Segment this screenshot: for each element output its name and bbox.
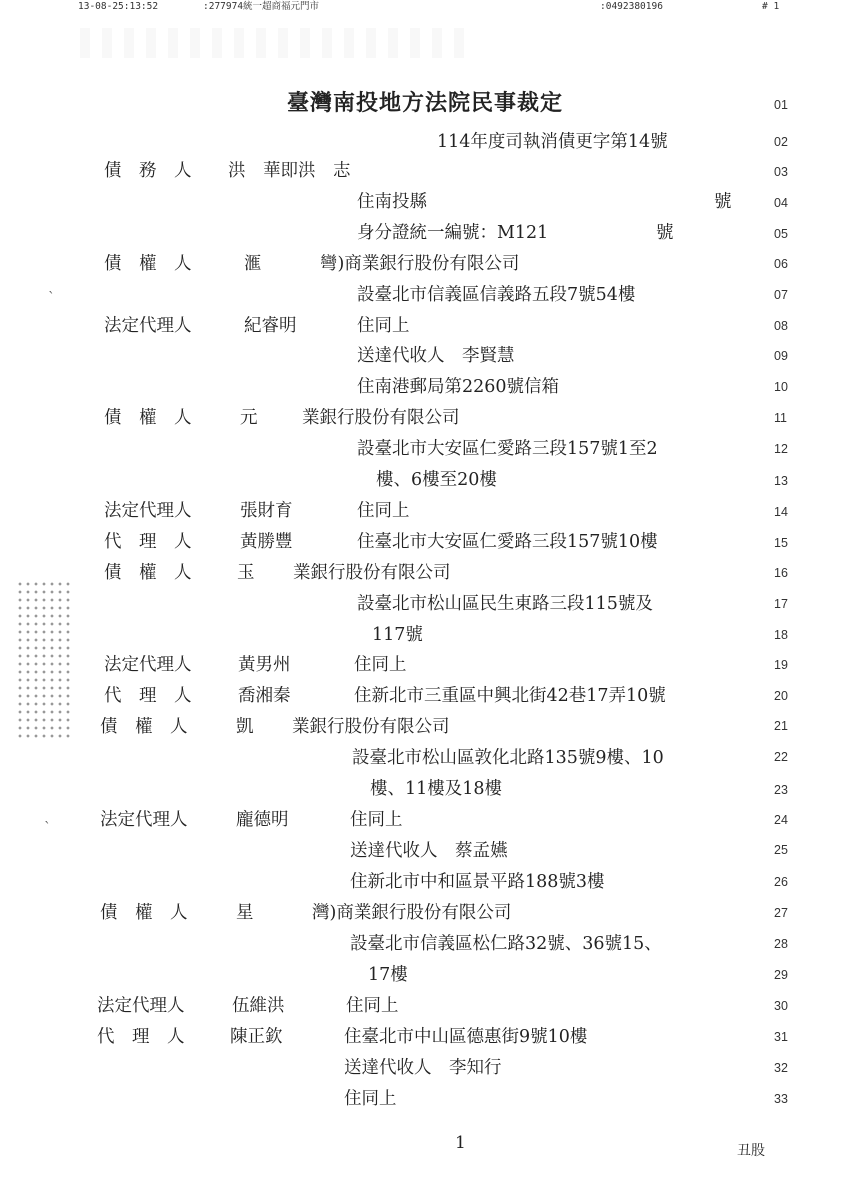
party-role: 法定代理人 <box>104 316 192 336</box>
party-role: 債 權 人 <box>100 903 188 923</box>
party-name: 洪 華即洪 志 <box>228 161 351 181</box>
line-number: 25 <box>774 843 788 857</box>
line-number: 32 <box>774 1061 788 1075</box>
line-number: 31 <box>774 1030 788 1044</box>
fax-timestamp: 13-08-25:13:52 <box>78 1 159 12</box>
service-agent-line: 送達代收人 李知行 <box>344 1058 502 1078</box>
address-line: 設臺北市信義區松仁路32號、36號15、 <box>350 934 662 954</box>
party-name: 陳正欽 <box>230 1027 283 1047</box>
address-line: 樓、6樓至20樓 <box>376 470 497 490</box>
case-number: 114年度司執消債更字第14號 <box>437 132 668 152</box>
line-number: 26 <box>774 875 788 889</box>
party-name: 伍維洪 <box>232 996 285 1016</box>
address-line: 樓、11樓及18樓 <box>370 779 503 799</box>
line-number: 15 <box>774 536 788 550</box>
line-number: 29 <box>774 968 788 982</box>
party-name-tail: 灣)商業銀行股份有限公司 <box>312 903 512 923</box>
line-number: 18 <box>774 628 788 642</box>
party-name: 元 <box>240 408 258 428</box>
section-label: 丑股 <box>737 1143 765 1159</box>
party-name-tail: 業銀行股份有限公司 <box>292 717 450 737</box>
party-role: 代 理 人 <box>97 1027 185 1047</box>
line-number: 16 <box>774 566 788 580</box>
fax-number: :0492380196 <box>600 1 663 12</box>
party-role: 法定代理人 <box>104 655 192 675</box>
line-number: 12 <box>774 442 788 456</box>
line-number: 13 <box>774 474 788 488</box>
address-line: 設臺北市松山區民生東路三段115號及 <box>357 594 653 614</box>
id-number-line: 身分證統一編號：M121 <box>357 223 549 243</box>
party-role: 債 權 人 <box>104 408 192 428</box>
address-line: 住同上 <box>344 1089 397 1109</box>
party-role: 債 務 人 <box>104 161 192 181</box>
fax-sender: :277974統一超商福元門市 <box>203 1 320 12</box>
scan-mark: ˋ <box>44 820 51 836</box>
service-agent-line: 送達代收人 李賢慧 <box>357 346 515 366</box>
party-name-tail: 業銀行股份有限公司 <box>293 563 451 583</box>
address-tail: 號 <box>714 192 732 212</box>
party-name: 滙 <box>244 254 262 274</box>
line-number: 08 <box>774 319 788 333</box>
document-title: 臺灣南投地方法院民事裁定 <box>286 90 563 116</box>
line-number: 23 <box>774 783 788 797</box>
line-number: 03 <box>774 165 788 179</box>
line-number: 06 <box>774 257 788 271</box>
line-number: 33 <box>774 1092 788 1106</box>
line-number: 14 <box>774 505 788 519</box>
address-line: 住南港郵局第2260號信箱 <box>357 377 560 397</box>
line-number: 01 <box>774 98 788 112</box>
address-line: 住同上 <box>357 316 410 336</box>
scan-mark: ˋ <box>48 290 55 306</box>
party-role: 法定代理人 <box>100 810 188 830</box>
line-number: 19 <box>774 658 788 672</box>
id-number-tail: 號 <box>656 223 674 243</box>
service-agent-line: 送達代收人 蔡孟嬿 <box>350 841 508 861</box>
line-number: 20 <box>774 689 788 703</box>
line-number: 17 <box>774 597 788 611</box>
line-number: 07 <box>774 288 788 302</box>
line-number: 24 <box>774 813 788 827</box>
fax-page: # 1 <box>762 1 780 12</box>
party-role: 代 理 人 <box>104 532 192 552</box>
party-name: 黃男州 <box>238 655 291 675</box>
address-line: 住同上 <box>346 996 399 1016</box>
address-line: 住南投縣 <box>357 192 427 212</box>
address-line: 住臺北市大安區仁愛路三段157號10樓 <box>357 532 658 552</box>
line-number: 05 <box>774 227 788 241</box>
party-name-tail: 業銀行股份有限公司 <box>302 408 460 428</box>
party-name: 黃勝豐 <box>240 532 293 552</box>
line-number: 04 <box>774 196 788 210</box>
party-name: 凱 <box>236 717 254 737</box>
address-line: 17樓 <box>368 965 408 985</box>
page-number: 1 <box>455 1133 466 1153</box>
line-number: 28 <box>774 937 788 951</box>
party-role: 債 權 人 <box>104 563 192 583</box>
redacted-header-area <box>80 28 470 58</box>
party-role: 法定代理人 <box>97 996 185 1016</box>
address-line: 設臺北市信義區信義路五段7號54樓 <box>357 285 636 305</box>
address-line: 設臺北市松山區敦化北路135號9樓、10 <box>352 748 664 768</box>
party-name-tail: 彎)商業銀行股份有限公司 <box>320 254 520 274</box>
address-line: 住臺北市中山區德惠街9號10樓 <box>344 1027 588 1047</box>
line-number: 22 <box>774 750 788 764</box>
address-line: 設臺北市大安區仁愛路三段157號1至2 <box>357 439 658 459</box>
address-line: 117號 <box>372 625 423 645</box>
line-number: 27 <box>774 906 788 920</box>
party-name: 喬湘秦 <box>238 686 291 706</box>
line-number: 21 <box>774 719 788 733</box>
address-line: 住新北市中和區景平路188號3樓 <box>350 872 605 892</box>
party-role: 法定代理人 <box>104 501 192 521</box>
party-name: 星 <box>236 903 254 923</box>
party-role: 債 權 人 <box>104 254 192 274</box>
party-name: 玉 <box>237 563 255 583</box>
line-number: 02 <box>774 135 788 149</box>
party-name: 龐德明 <box>236 810 289 830</box>
address-line: 住新北市三重區中興北街42巷17弄10號 <box>354 686 666 706</box>
address-line: 住同上 <box>357 501 410 521</box>
address-line: 住同上 <box>354 655 407 675</box>
party-role: 債 權 人 <box>100 717 188 737</box>
line-number: 09 <box>774 349 788 363</box>
party-name: 張財育 <box>240 501 293 521</box>
line-number: 30 <box>774 999 788 1013</box>
address-line: 住同上 <box>350 810 403 830</box>
punch-hole-artifact <box>16 580 74 742</box>
line-number: 10 <box>774 380 788 394</box>
party-role: 代 理 人 <box>104 686 192 706</box>
party-name: 紀睿明 <box>244 316 297 336</box>
line-number: 11 <box>774 411 787 425</box>
